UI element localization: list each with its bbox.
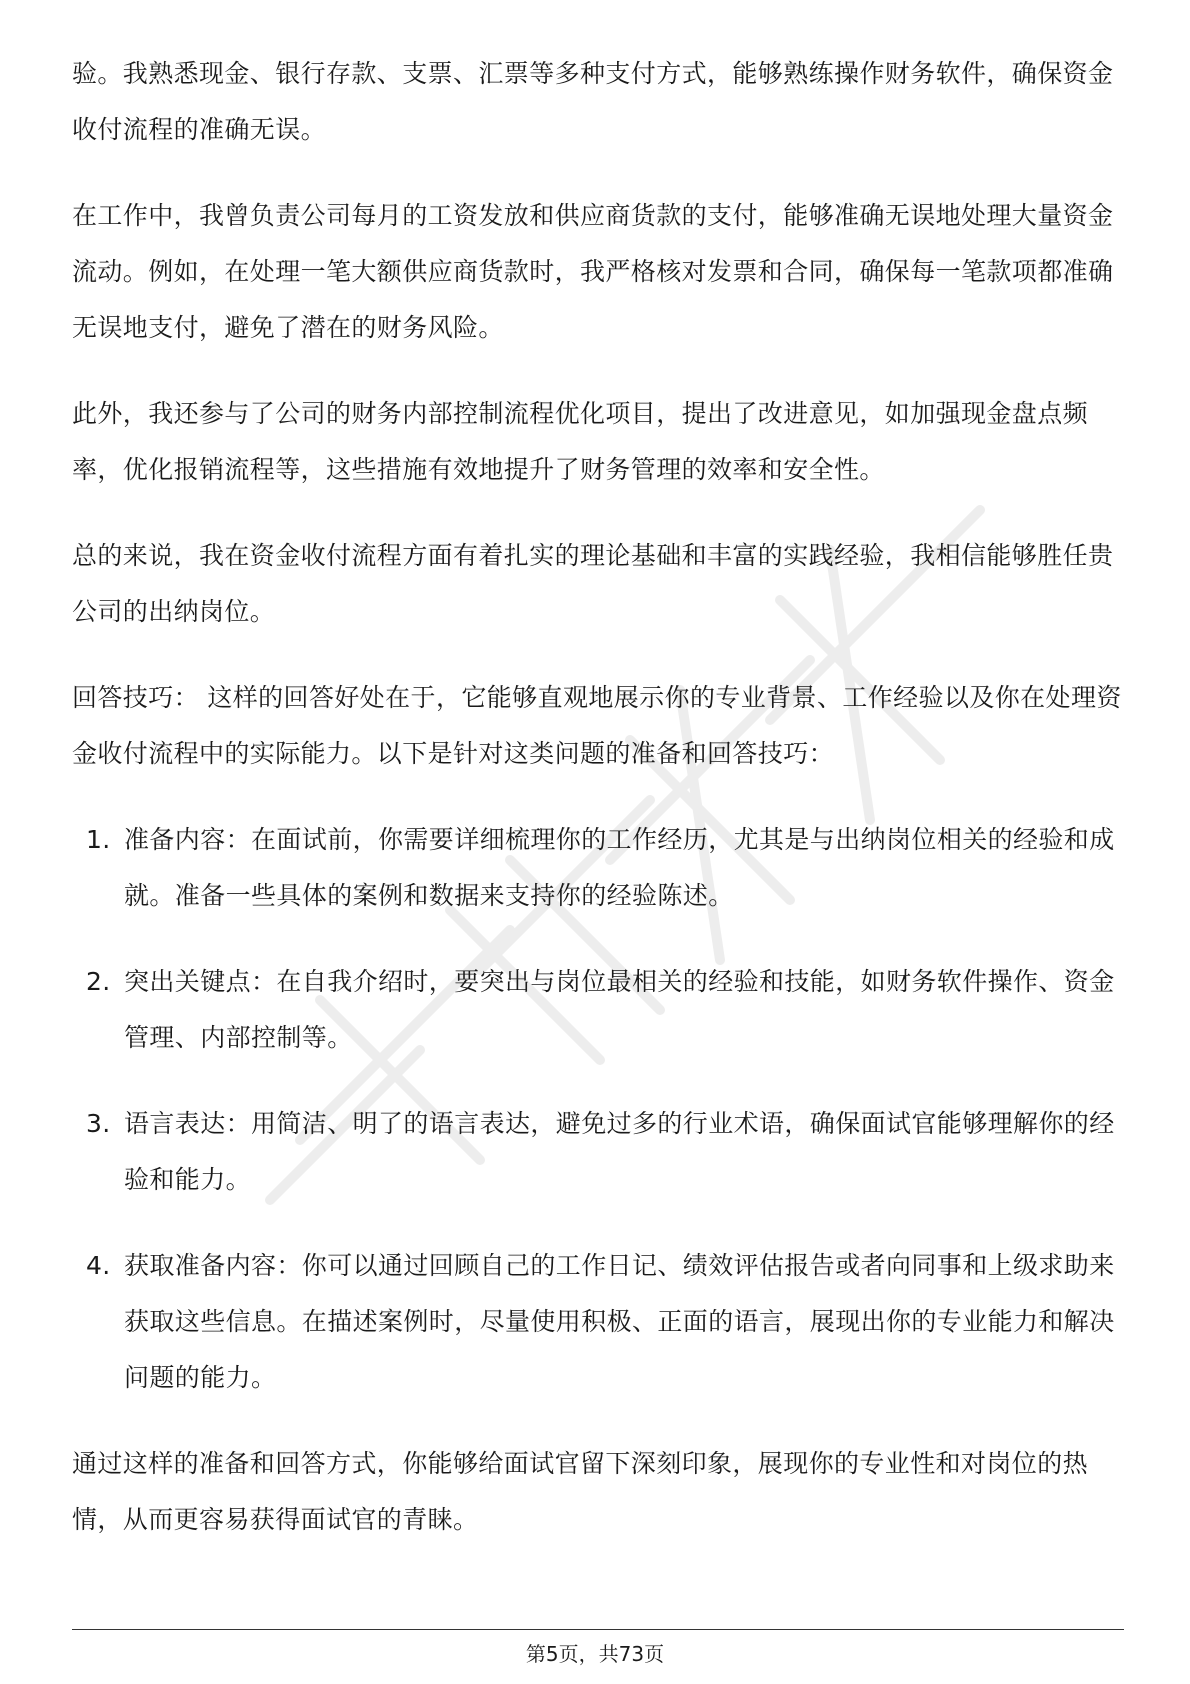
list-number: 3.	[86, 1109, 111, 1138]
tips-list	[72, 812, 1122, 1406]
list-text: 准备内容：在面试前，你需要详细梳理你的工作经历，尤其是与出纳岗位相关的经验和成就。准备一些具体的案例和数据来支持你的经验陈述。	[124, 825, 1115, 910]
list-item	[72, 954, 1122, 1066]
paragraph: 回答技巧： 这样的回答好处在于，它能够直观地展示你的专业背景、工作经验以及你在处理资金收付流程中的实际能力。以下是针对这类问题的准备和回答技巧：	[72, 683, 1122, 768]
paragraph: 验。我熟悉现金、银行存款、支票、汇票等多种支付方式，能够熟练操作财务软件，确保资金收付流程的准确无误。	[72, 59, 1114, 144]
list-number: 2.	[86, 967, 111, 996]
paragraph: 在工作中，我曾负责公司每月的工资发放和供应商货款的支付，能够准确无误地处理大量资金流动。例如，在处理一笔大额供应商货款时，我严格核对发票和合同，确保每一笔款项都准确无误地支付，避免了潜在的财务风险。	[72, 201, 1114, 342]
page-number: 第5页，共73页	[525, 1642, 665, 1666]
footer-divider	[72, 1629, 1124, 1630]
paragraph: 此外，我还参与了公司的财务内部控制流程优化项目，提出了改进意见，如加强现金盘点频率，优化报销流程等，这些措施有效地提升了财务管理的效率和安全性。	[72, 399, 1089, 484]
list-item	[72, 812, 1122, 924]
list-item	[72, 1238, 1122, 1406]
list-item	[72, 1096, 1122, 1208]
list-number: 1.	[86, 825, 111, 854]
paragraph: 总的来说，我在资金收付流程方面有着扎实的理论基础和丰富的实践经验，我相信能够胜任贵公司的出纳岗位。	[72, 541, 1114, 626]
document-body	[72, 46, 1122, 1578]
list-text: 获取准备内容：你可以通过回顾自己的工作日记、绩效评估报告或者向同事和上级求助来获取这些信息。在描述案例时，尽量使用积极、正面的语言，展现出你的专业能力和解决问题的能力。	[124, 1251, 1115, 1392]
list-text: 语言表达：用简洁、明了的语言表达，避免过多的行业术语，确保面试官能够理解你的经验和能力。	[124, 1109, 1115, 1194]
closing-paragraph: 通过这样的准备和回答方式，你能够给面试官留下深刻印象，展现你的专业性和对岗位的热情，从而更容易获得面试官的青睐。	[72, 1449, 1089, 1534]
list-number: 4.	[86, 1251, 111, 1280]
list-text: 突出关键点：在自我介绍时，要突出与岗位最相关的经验和技能，如财务软件操作、资金管理、内部控制等。	[124, 967, 1115, 1052]
